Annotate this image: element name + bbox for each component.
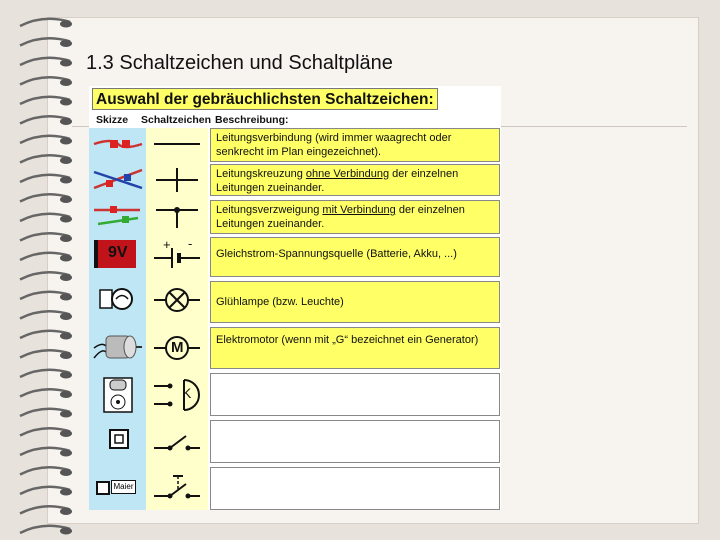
- crossing-cables-sketch-icon: [92, 166, 144, 194]
- spiral-binding-decoration: [0, 0, 90, 540]
- desc-gluehlampe: Glühlampe (bzw. Leuchte): [210, 281, 500, 323]
- wire-symbol-icon: [152, 132, 202, 156]
- battery-minus-label: -: [188, 236, 193, 251]
- column-header-schaltzeichen: Schaltzeichen: [141, 114, 212, 126]
- desc-elektromotor: Elektromotor (wenn mit „G“ bezeichnet ein Generator): [210, 327, 500, 369]
- bell-sketch-icon: [102, 376, 136, 414]
- pushbutton-symbol-icon: [152, 472, 202, 504]
- battery-symbol-icon: [152, 246, 202, 270]
- desc-leitungskreuzung: Leitungskreuzung ohne Verbindung der einzelnen Leitungen zueinander.: [210, 164, 500, 196]
- bell-symbol-icon: [152, 378, 202, 412]
- table-subtitle: Auswahl der gebräuchlichsten Schaltzeichen:: [92, 88, 438, 110]
- battery-plus-label: +: [163, 237, 171, 252]
- desc-spannungsquelle: Gleichstrom-Spannungsquelle (Batterie, Akku, ...): [210, 237, 500, 277]
- motor-label: M: [171, 339, 184, 356]
- lamp-symbol-icon: [152, 284, 202, 316]
- battery-label: 9V: [108, 244, 128, 261]
- bulb-sketch-icon: [98, 284, 138, 316]
- crossing-symbol-icon: [152, 166, 202, 194]
- switch-sketch-icon: [108, 428, 132, 452]
- column-header-skizze: Skizze: [96, 114, 129, 126]
- slide-title: 1.3 Schaltzeichen und Schaltpläne: [86, 52, 393, 74]
- doorbell-button-sketch-icon: [96, 480, 136, 494]
- bell-label: K: [182, 385, 192, 401]
- desc-empty-1: [210, 373, 500, 416]
- branch-cables-sketch-icon: [92, 202, 144, 230]
- desc-empty-2: [210, 420, 500, 463]
- name-plate-label: Maier: [111, 480, 136, 494]
- branch-symbol-icon: [152, 202, 202, 230]
- switch-symbol-icon: [152, 428, 202, 456]
- desc-empty-3: [210, 467, 500, 510]
- desc-leitungsverbindung: Leitungsverbindung (wird immer waagrecht oder senkrecht im Plan eingezeichnet).: [210, 128, 500, 162]
- desc-leitungsverzweigung: Leitungsverzweigung mit Verbindung der einzelnen Leitungen zueinander.: [210, 200, 500, 234]
- motor-sketch-icon: [92, 330, 144, 364]
- cable-sketch-icon: [92, 132, 144, 156]
- battery-sketch-icon: [94, 240, 136, 268]
- column-header-beschreibung: Beschreibung:: [215, 114, 289, 126]
